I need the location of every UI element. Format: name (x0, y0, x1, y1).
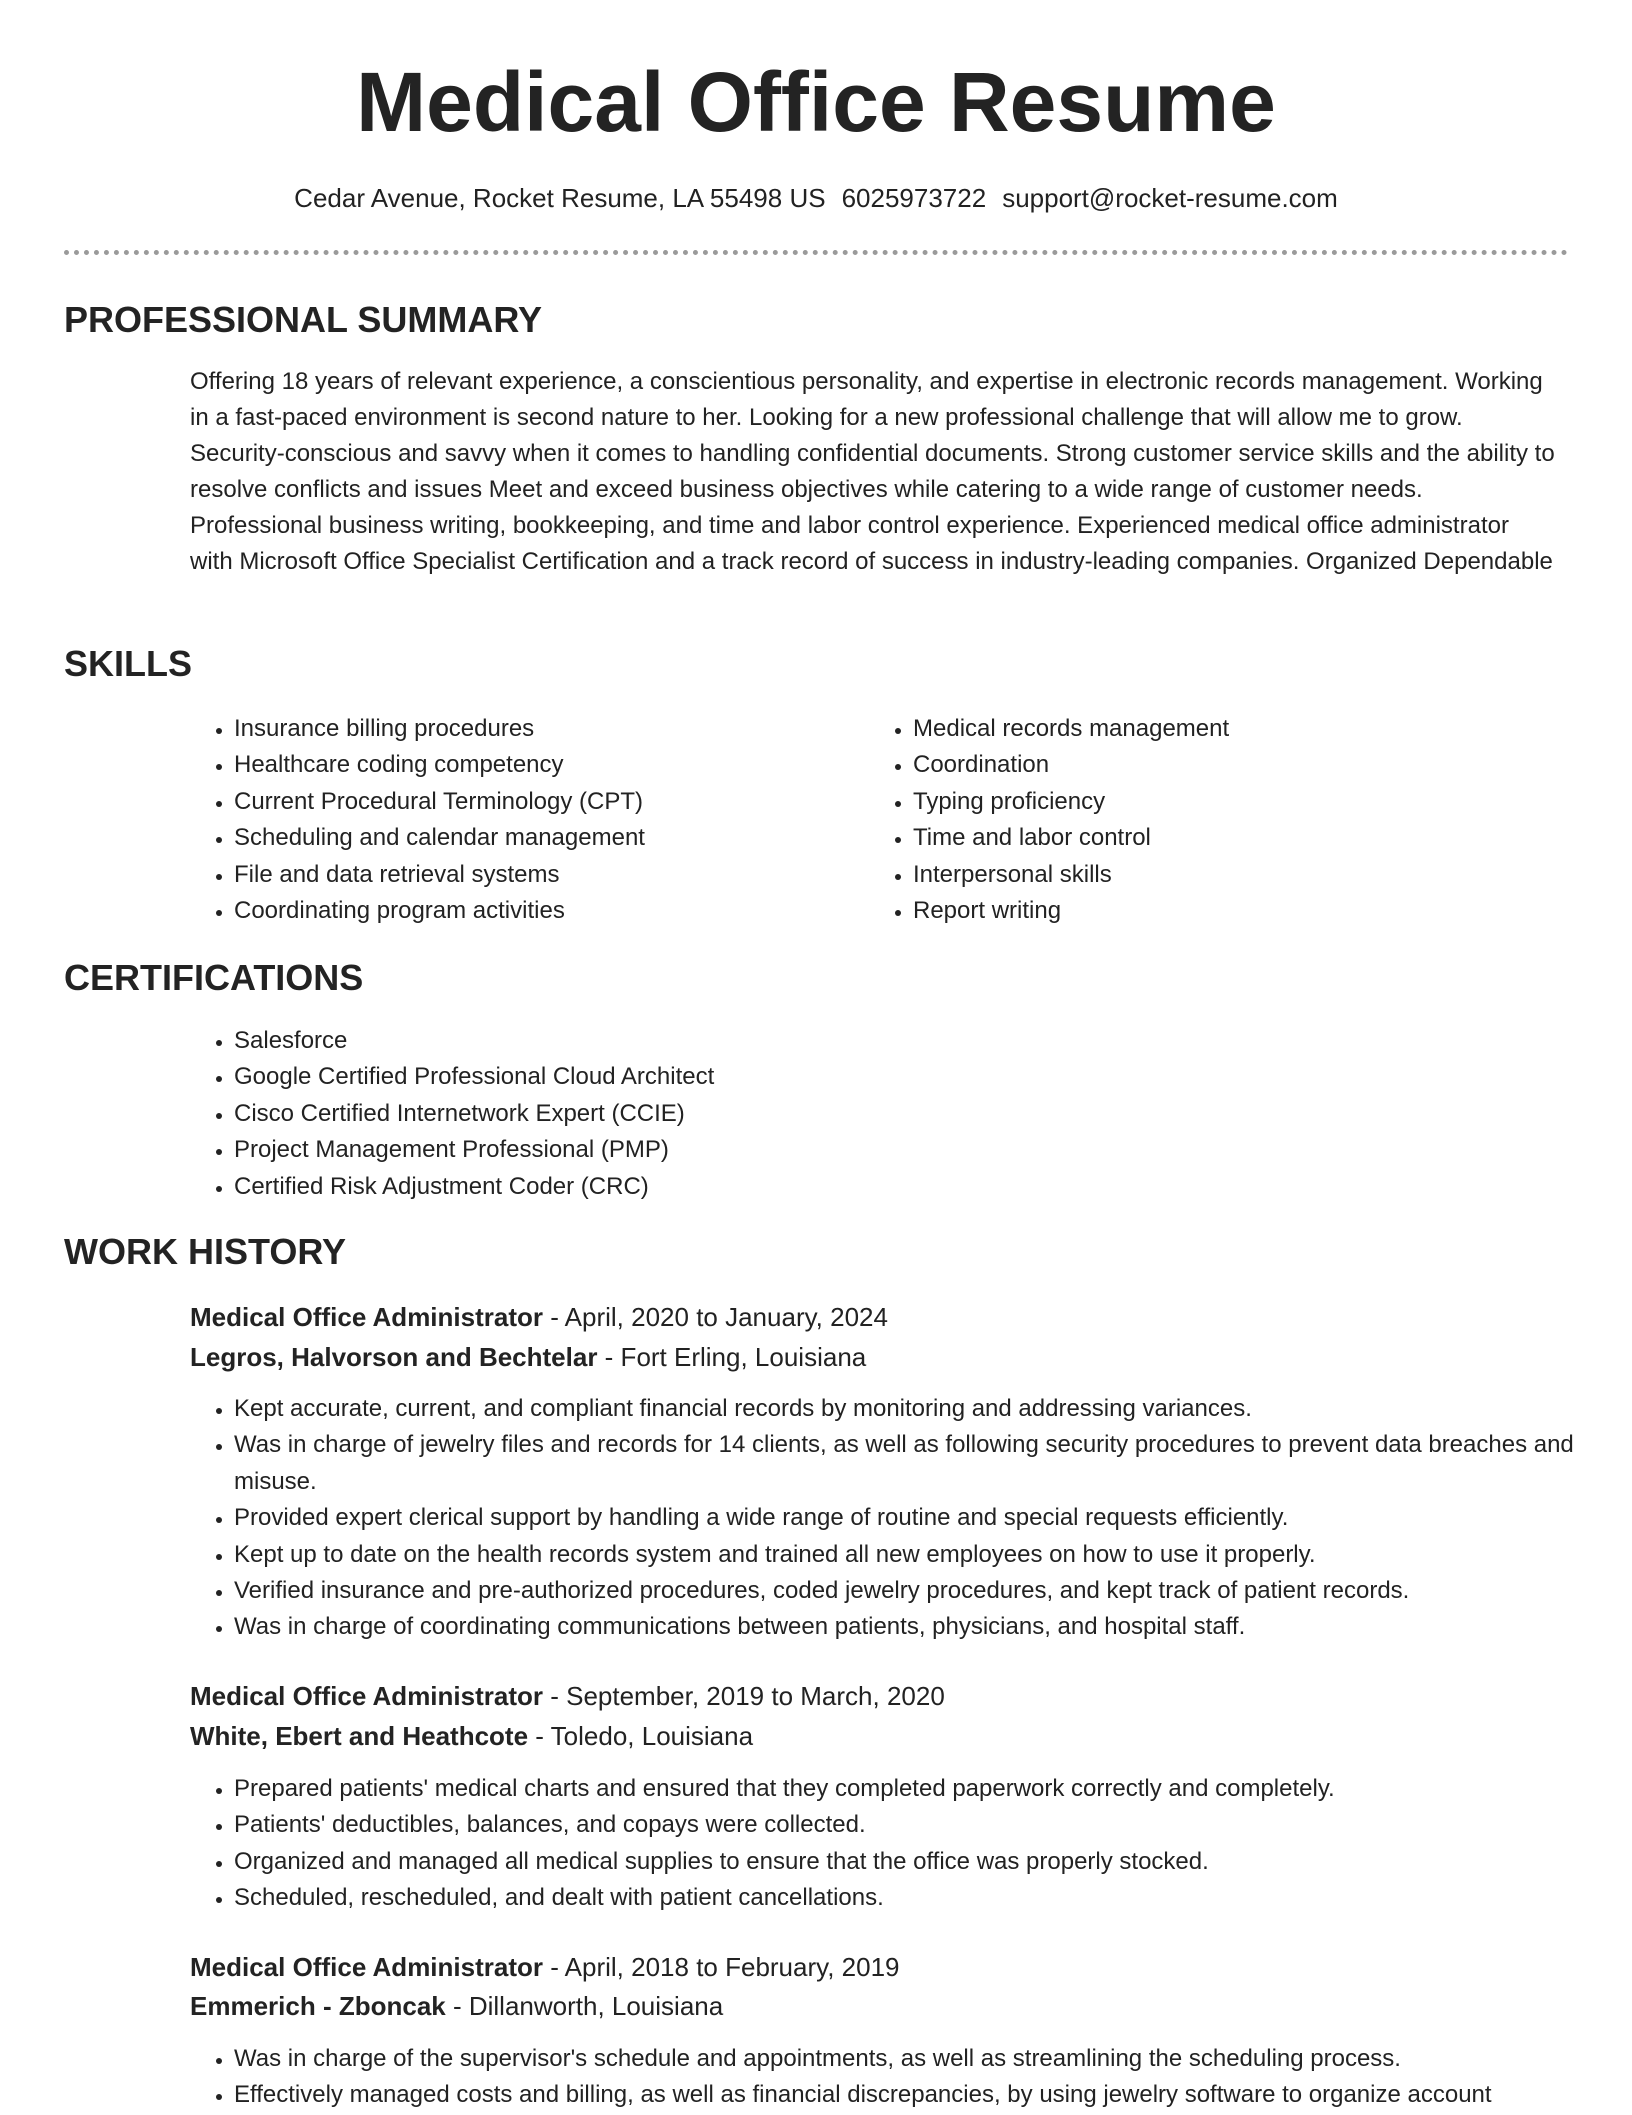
certification-item: • Salesforce (234, 1023, 1554, 1059)
skill-item: • File and data retrieval systems (234, 857, 854, 893)
contact-line (0, 180, 1632, 216)
job-title-line (190, 1949, 900, 1985)
job-bullet: • Was in charge of the supervisor's schedule and appointments, as well as streamlining the scheduling process. (234, 2041, 1609, 2077)
skill-item: • Typing proficiency (913, 784, 1533, 820)
skill-item: • Interpersonal skills (913, 857, 1533, 893)
skill-item: • Time and labor control (913, 820, 1533, 856)
job-location: - Toledo, Louisiana (528, 1721, 754, 1751)
skill-item: • Coordination (913, 747, 1533, 783)
contact-phone: 6025973722 (841, 183, 987, 213)
certification-item: • Certified Risk Adjustment Coder (CRC) (234, 1169, 1554, 1205)
job-bullet: • Was in charge of coordinating communications between patients, physicians, and hospital staff. (234, 1609, 1609, 1645)
section-heading-summary: PROFESSIONAL SUMMARY (64, 299, 543, 340)
section-heading-skills: SKILLS (64, 643, 193, 684)
job-title-line (190, 1678, 945, 1714)
job-title: Medical Office Administrator (190, 1681, 543, 1711)
job-bullets (190, 1391, 1609, 1646)
certification-item: • Google Certified Professional Cloud Architect (234, 1059, 1554, 1095)
job-employer: Emmerich - Zboncak (190, 1991, 446, 2021)
header-divider (64, 250, 1568, 255)
job-location: - Dillanworth, Louisiana (445, 1991, 724, 2021)
certifications-list (190, 1023, 1554, 1205)
resume-title: Medical Office Resume (356, 55, 1276, 149)
summary-text: Offering 18 years of relevant experience, a conscientious personality, and expertise in electronic records management. Working in a fast-paced environment is second nature to her. Looking for a new professional challenge that will allow me to grow. Security-conscious and savvy when it comes to handling confidential documents. Strong customer service skills and the ability to resolve conflicts and issues Meet and exceed business objectives while catering to a wide range of customer needs. Professional business writing, bookkeeping, and time and labor control experience. Experienced medical office administrator with Microsoft Office Specialist Certification and a track record of success in industry-leading companies. Organized Dependable (190, 368, 1555, 575)
job-employer-line (190, 1988, 723, 2024)
job-bullet: • Effectively managed costs and billing, as well as financial discrepancies, by using jewelry software to organize account (234, 2077, 1609, 2113)
job-bullet: • Prepared patients' medical charts and ensured that they completed paperwork correctly and completely. (234, 1771, 1609, 1807)
skill-item: • Current Procedural Terminology (CPT) (234, 784, 854, 820)
job-bullet: • Kept up to date on the health records system and trained all new employees on how to use it properly. (234, 1537, 1609, 1573)
skill-item: • Coordinating program activities (234, 893, 854, 929)
job-employer-line (190, 1718, 753, 1754)
job-bullet: • Patients' deductibles, balances, and copays were collected. (234, 1807, 1609, 1843)
skill-item: • Medical records management (913, 711, 1533, 747)
skills-list-left (190, 711, 854, 929)
job-title: Medical Office Administrator (190, 1952, 543, 1982)
job-employer: White, Ebert and Heathcote (190, 1721, 529, 1751)
skill-item: • Insurance billing procedures (234, 711, 854, 747)
job-bullet: • Verified insurance and pre-authorized procedures, coded jewelry procedures, and kept track of patient records. (234, 1573, 1609, 1609)
job-bullet: • Provided expert clerical support by handling a wide range of routine and special requests efficiently. (234, 1500, 1609, 1536)
job-bullet: • Scheduled, rescheduled, and dealt with patient cancellations. (234, 1880, 1609, 1916)
job-location: - Fort Erling, Louisiana (597, 1342, 867, 1372)
section-heading-work-history: WORK HISTORY (64, 1231, 347, 1272)
job-title-line (190, 1299, 888, 1335)
certification-item: • Project Management Professional (PMP) (234, 1132, 1554, 1168)
job-employer: Legros, Halvorson and Bechtelar (190, 1342, 598, 1372)
skill-item: • Scheduling and calendar management (234, 820, 854, 856)
job-employer-line (190, 1339, 866, 1375)
contact-address: Cedar Avenue, Rocket Resume, LA 55498 US (294, 183, 826, 213)
job-bullets (190, 1771, 1609, 1917)
skill-item: • Healthcare coding competency (234, 747, 854, 783)
certification-item: • Cisco Certified Internetwork Expert (CCIE) (234, 1096, 1554, 1132)
job-dates: - April, 2018 to February, 2019 (543, 1952, 900, 1982)
job-bullet: • Kept accurate, current, and compliant financial records by monitoring and addressing variances. (234, 1391, 1609, 1427)
job-bullet: • Was in charge of jewelry files and records for 14 clients, as well as following security procedures to prevent data breaches and misuse. (234, 1427, 1609, 1500)
job-bullet: • Organized and managed all medical supplies to ensure that the office was properly stocked. (234, 1844, 1609, 1880)
section-heading-certifications: CERTIFICATIONS (64, 957, 364, 998)
job-title: Medical Office Administrator (190, 1302, 543, 1332)
skill-item: • Report writing (913, 893, 1533, 929)
job-dates: - September, 2019 to March, 2020 (543, 1681, 945, 1711)
skills-list-right (869, 711, 1533, 929)
job-dates: - April, 2020 to January, 2024 (543, 1302, 888, 1332)
contact-email[interactable]: support@rocket-resume.com (1002, 183, 1338, 213)
job-bullets (190, 2041, 1609, 2114)
